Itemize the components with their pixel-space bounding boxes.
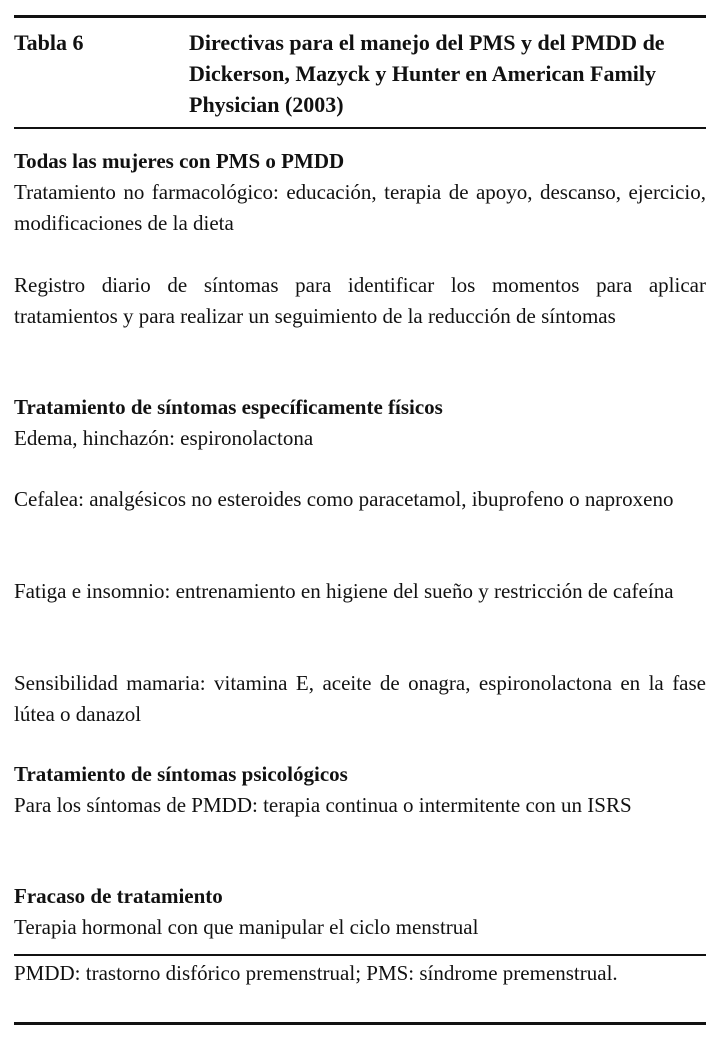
table-top-rule xyxy=(14,15,706,18)
section-physical-symptoms xyxy=(14,392,706,454)
section-heading: Tratamiento de síntomas específicamente físicos xyxy=(14,395,443,419)
section-physical-breast xyxy=(14,668,706,730)
section-psychological-symptoms xyxy=(14,759,706,821)
header-rule xyxy=(14,127,706,129)
table-label: Tabla 6 xyxy=(14,30,84,55)
table-footnote: PMDD: trastorno disfórico premenstrual; PMS: síndrome premenstrual. xyxy=(14,961,618,985)
section-paragraph: Terapia hormonal con que manipular el ciclo menstrual xyxy=(14,915,479,939)
footnote-rule xyxy=(14,954,706,956)
section-paragraph: Fatiga e insomnio: entrenamiento en higiene del sueño y restricción de cafeína xyxy=(14,579,674,603)
section-physical-fatigue xyxy=(14,576,706,607)
section-paragraph: Cefalea: analgésicos no esteroides como paracetamol, ibuprofeno o naproxeno xyxy=(14,487,674,511)
section-physical-headache xyxy=(14,484,706,515)
section-paragraph: Edema, hinchazón: espironolactona xyxy=(14,426,314,450)
section-all-women xyxy=(14,146,706,239)
section-paragraph: Tratamiento no farmacológico: educación, terapia de apoyo, descanso, ejercicio, modificaciones de la dieta xyxy=(14,180,706,235)
section-all-women-extra xyxy=(14,270,706,332)
section-paragraph: Sensibilidad mamaria: vitamina E, aceite de onagra, espironolactona en la fase lútea o danazol xyxy=(14,671,706,726)
table-title: Directivas para el manejo del PMS y del PMDD de Dickerson, Mazyck y Hunter en American Family Physician (2003) xyxy=(189,30,665,117)
table-bottom-rule xyxy=(14,1022,706,1025)
section-heading: Tratamiento de síntomas psicológicos xyxy=(14,762,348,786)
section-treatment-failure xyxy=(14,881,706,943)
section-paragraph: Registro diario de síntomas para identificar los momentos para aplicar tratamientos y para realizar un seguimiento de la reducción de síntomas xyxy=(14,273,706,328)
section-paragraph: Para los síntomas de PMDD: terapia continua o intermitente con un ISRS xyxy=(14,793,632,817)
section-heading: Todas las mujeres con PMS o PMDD xyxy=(14,149,345,173)
section-heading: Fracaso de tratamiento xyxy=(14,884,223,908)
